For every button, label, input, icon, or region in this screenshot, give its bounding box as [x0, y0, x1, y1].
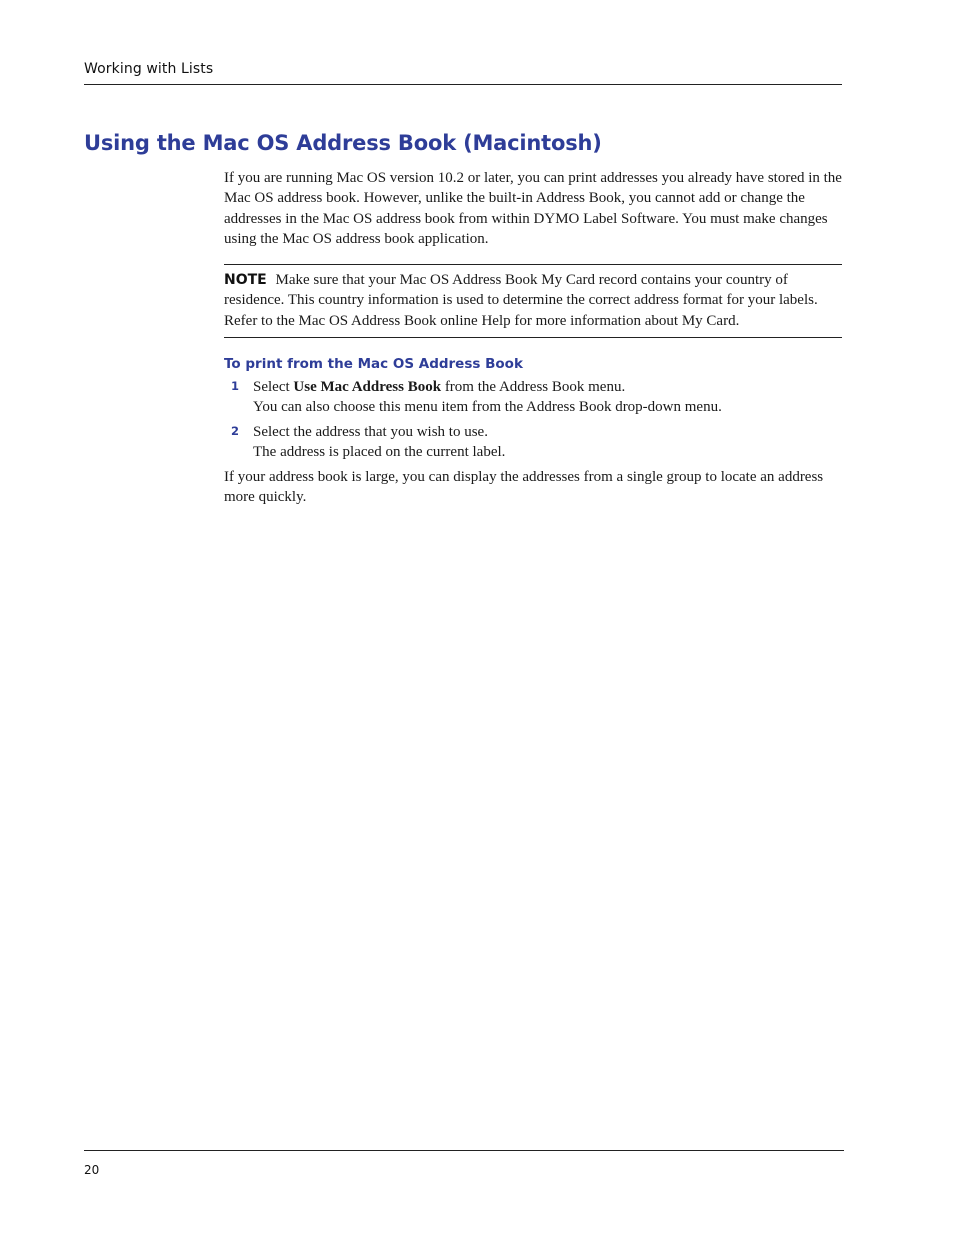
- step-instruction-suffix: from the Address Book menu.: [441, 379, 626, 395]
- step-number: 1: [231, 379, 240, 393]
- footer-divider: [84, 1150, 844, 1151]
- step-text: [253, 422, 842, 463]
- step-detail: You can also choose this menu item from the Address Book drop-down menu.: [253, 399, 722, 416]
- step-instruction: Select the address that you wish to use.: [253, 424, 488, 440]
- procedure-heading: To print from the Mac OS Address Book: [224, 356, 523, 372]
- note-text: Make sure that your Mac OS Address Book My Card record contains your country of residence. This country information is used to determine the correct address format for your labels. Refer to the Mac OS Address Book online Help for more information about My Card.: [224, 272, 818, 329]
- step-detail: The address is placed on the current label.: [253, 444, 506, 461]
- note-paragraph: [224, 270, 842, 331]
- procedure-step-2: [224, 422, 842, 463]
- header-divider: [84, 84, 842, 85]
- step-text: [253, 377, 842, 418]
- page-number: 20: [84, 1163, 100, 1177]
- step-number: 2: [231, 424, 240, 438]
- closing-paragraph: If your address book is large, you can display the addresses from a single group to locate an address more quickly.: [224, 469, 824, 506]
- running-header: Working with Lists: [84, 61, 214, 77]
- menu-item-name: Use Mac Address Book: [293, 379, 442, 395]
- section-title: Using the Mac OS Address Book (Macintosh): [84, 131, 602, 155]
- procedure-step-1: [224, 377, 842, 418]
- step-instruction: [253, 377, 842, 397]
- step-instruction-prefix: Select: [253, 379, 294, 395]
- note-label: NOTE: [224, 272, 267, 288]
- note-box: [224, 264, 842, 338]
- intro-paragraph: If you are running Mac OS version 10.2 or later, you can print addresses you already have stored in the Mac OS address book. However, unlike the built-in Address Book, you cannot add or change the addresses in the Mac OS address book from within DYMO Label Software. You must make changes using the Mac OS address book application.: [224, 170, 842, 247]
